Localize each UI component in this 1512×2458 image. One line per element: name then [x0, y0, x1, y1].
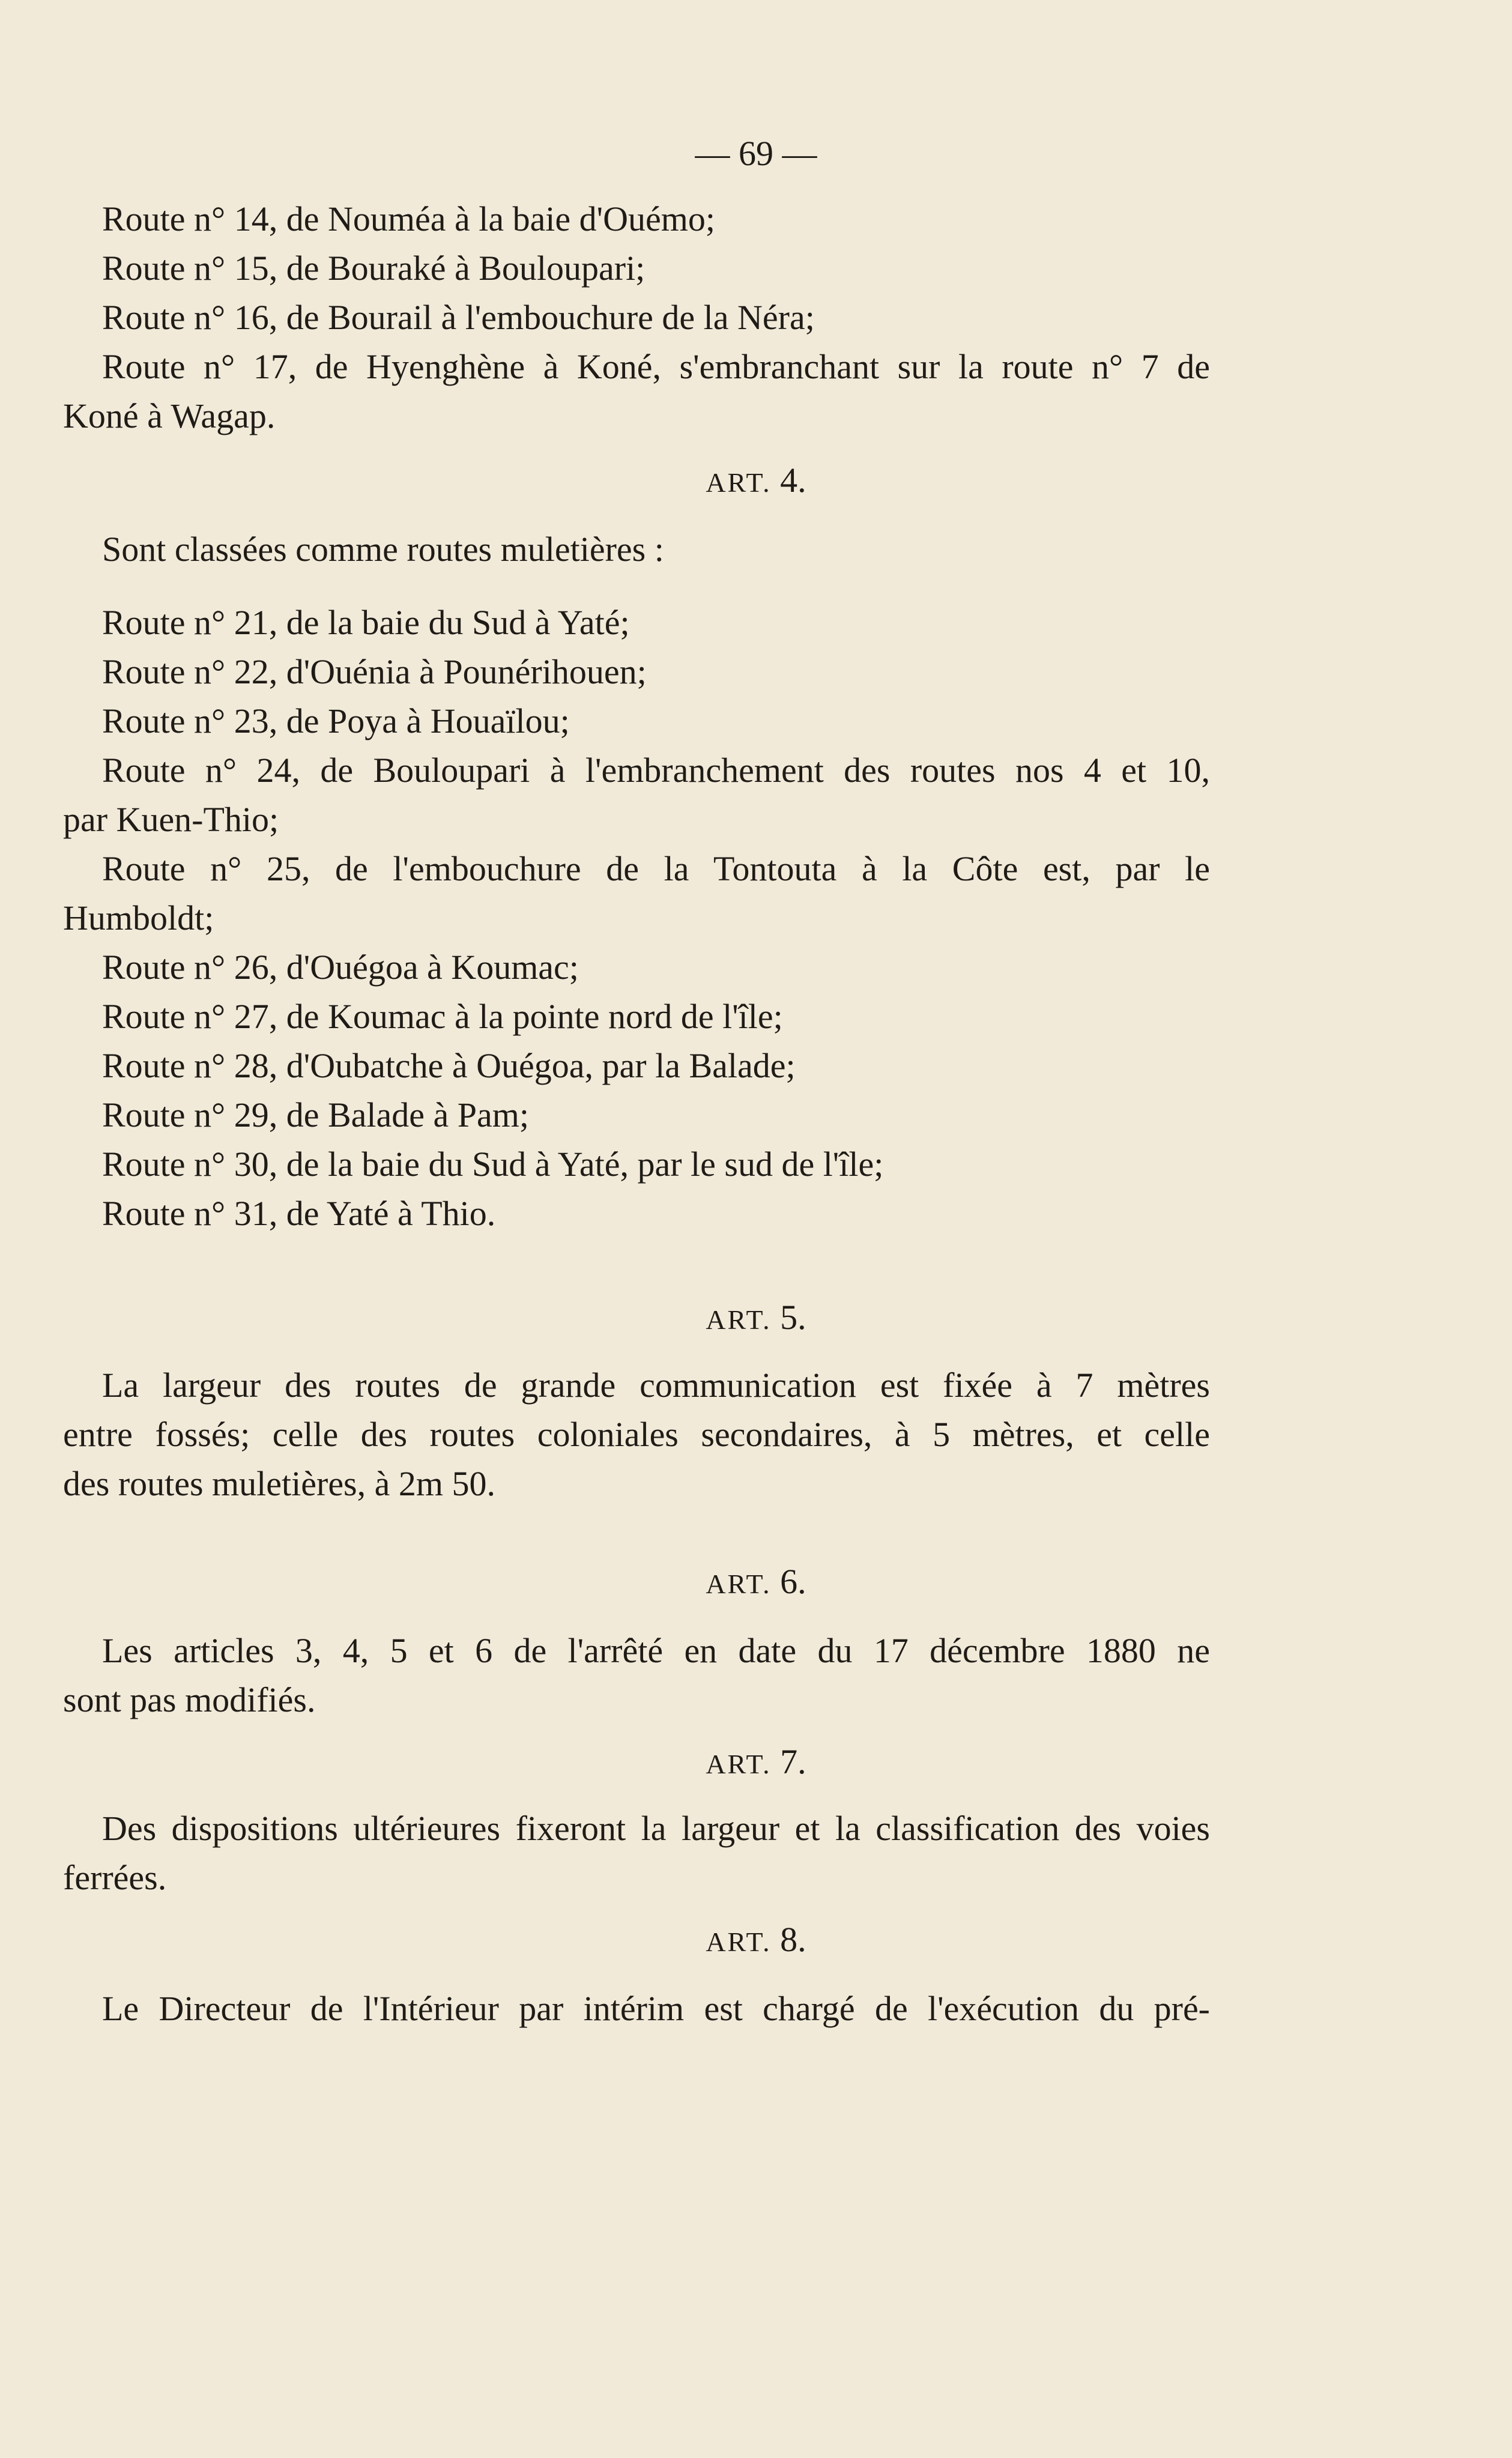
article-number: 8.	[780, 1920, 806, 1959]
route-line: Route n° 29, de Balade à Pam;	[102, 1095, 529, 1134]
route-line: Route n° 22, d'Ouénia à Pounérihouen;	[102, 652, 647, 691]
route-line: Route n° 17, de Hyenghène à Koné, s'embranchant sur la route n° 7 de	[102, 347, 1210, 386]
article-number: 5.	[780, 1298, 806, 1337]
article-label: ART.	[706, 1749, 772, 1779]
paragraph-line: Le Directeur de l'Intérieur par intérim est chargé de l'exécution du pré-	[102, 1989, 1210, 2028]
paragraph-line: Des dispositions ultérieures fixeront la largeur et la classification des voies	[102, 1809, 1210, 1848]
article-heading	[0, 1919, 1512, 1960]
route-line: Route n° 27, de Koumac à la pointe nord de l'île;	[102, 997, 783, 1036]
route-line: Route n° 23, de Poya à Houaïlou;	[102, 701, 570, 740]
route-line: Route n° 15, de Bouraké à Bouloupari;	[102, 249, 646, 288]
route-line: Route n° 28, d'Oubatche à Ouégoa, par la Balade;	[102, 1046, 796, 1085]
paragraph-line: ferrées.	[63, 1858, 167, 1897]
page-number: — 69 —	[695, 134, 817, 173]
article-number: 4.	[780, 461, 806, 500]
article-heading	[0, 1742, 1512, 1782]
article-heading	[0, 1561, 1512, 1602]
paragraph-line: des routes muletières, à 2m 50.	[63, 1464, 495, 1503]
article-label: ART.	[706, 1304, 772, 1335]
paragraph-line: Les articles 3, 4, 5 et 6 de l'arrêté en date du 17 décembre 1880 ne	[102, 1631, 1210, 1670]
route-line: Route n° 21, de la baie du Sud à Yaté;	[102, 603, 630, 642]
article-number: 6.	[780, 1562, 806, 1601]
route-line-continuation: Koné à Wagap.	[63, 396, 276, 435]
article-label: ART.	[706, 1569, 772, 1599]
route-line-continuation: par Kuen-Thio;	[63, 800, 279, 839]
article-heading	[0, 1297, 1512, 1337]
paragraph-line: La largeur des routes de grande communication est fixée à 7 mètres	[102, 1366, 1210, 1405]
route-line: Route n° 31, de Yaté à Thio.	[102, 1194, 496, 1233]
article-heading	[0, 460, 1512, 500]
route-line: Route n° 24, de Bouloupari à l'embranchement des routes nos 4 et 10,	[102, 751, 1210, 790]
article-label: ART.	[706, 1927, 772, 1957]
article-number: 7.	[780, 1742, 806, 1781]
article-intro: Sont classées comme routes muletières :	[102, 530, 664, 569]
route-line: Route n° 25, de l'embouchure de la Tontouta à la Côte est, par le	[102, 849, 1210, 888]
article-label: ART.	[706, 467, 772, 498]
route-line: Route n° 16, de Bourail à l'embouchure de la Néra;	[102, 298, 815, 337]
route-line: Route n° 30, de la baie du Sud à Yaté, par le sud de l'île;	[102, 1145, 884, 1184]
route-line: Route n° 26, d'Ouégoa à Koumac;	[102, 948, 579, 987]
route-line-continuation: Humboldt;	[63, 898, 214, 937]
paragraph-line: sont pas modifiés.	[63, 1680, 316, 1719]
route-line: Route n° 14, de Nouméa à la baie d'Ouémo;	[102, 199, 715, 238]
paragraph-line: entre fossés; celle des routes coloniales secondaires, à 5 mètres, et celle	[63, 1415, 1210, 1454]
